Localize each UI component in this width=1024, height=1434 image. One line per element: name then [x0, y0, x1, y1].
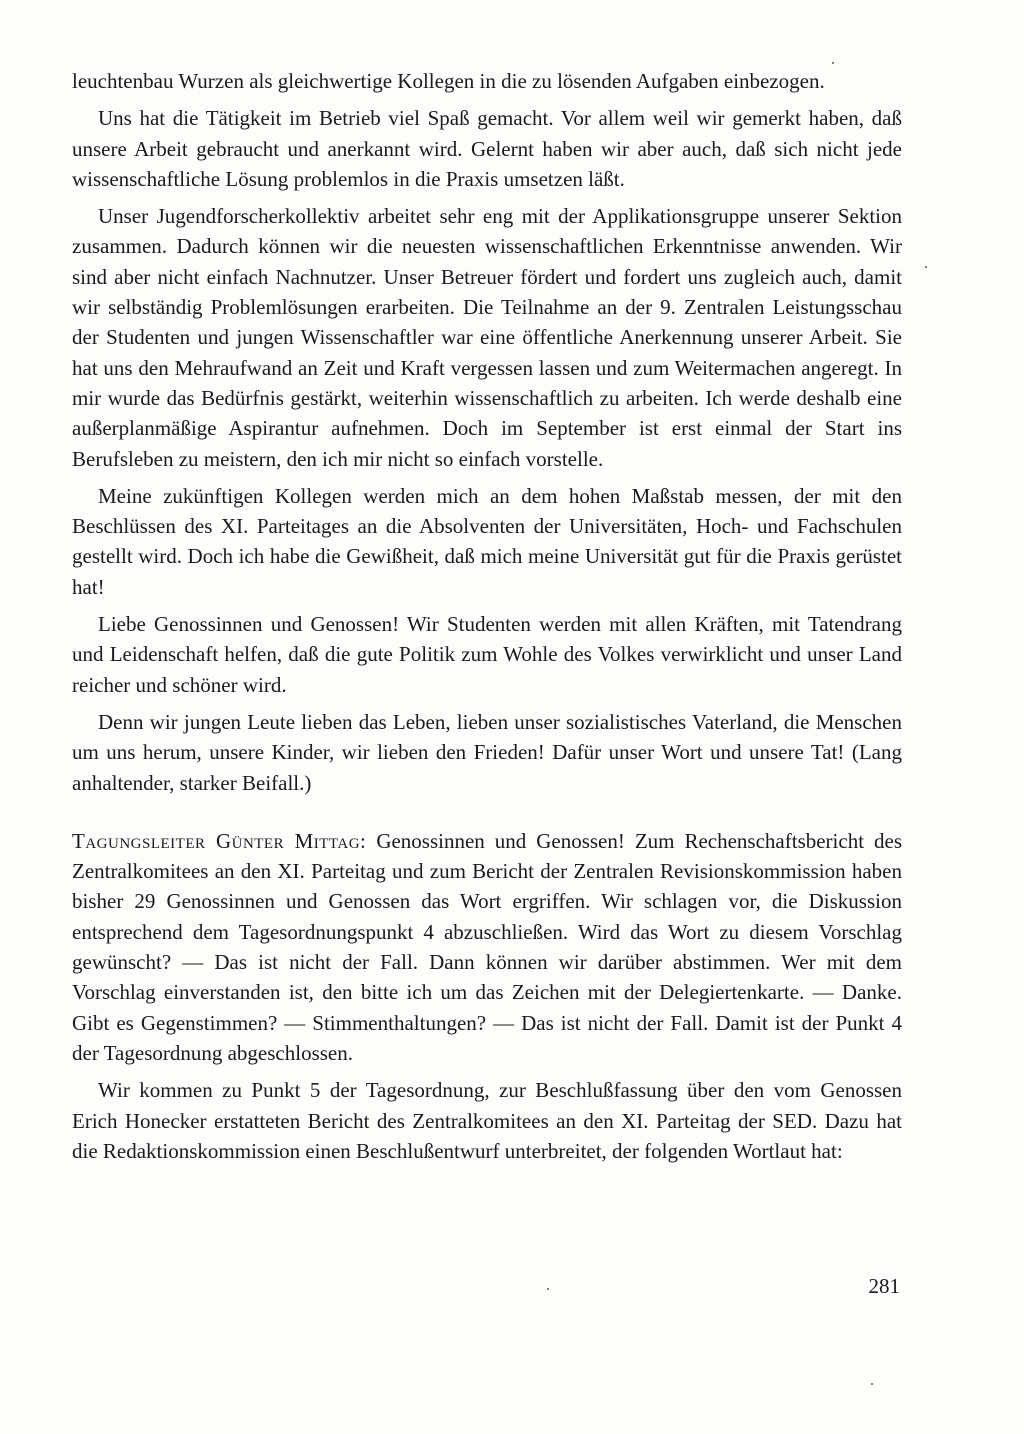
- scan-speck: [925, 266, 927, 268]
- paragraph-2: Uns hat die Tätigkeit im Betrieb viel Spaß gemacht. Vor allem weil wir gemerkt haben, daß unsere Arbeit gebraucht und anerkannt wird. Gelernt haben wir aber auch, daß sich nicht jede wissenschaftliche Lösung problemlos in die Praxis umsetzen läßt.: [72, 106, 902, 191]
- speech-text: Genossinnen und Genossen! Zum Rechenschaftsbericht des Zentralkomitees an den XI. Parteitag und zum Bericht der Zentralen Revisionskommission haben bisher 29 Genossinnen und Genossen das Wort ergriffen. Wir schlagen vor, die Diskussion entsprechend dem Tagesordnungspunkt 4 abzuschließen. Wird das Wort zu diesem Vorschlag gewünscht? — Das ist nicht der Fall. Dann können wir darüber abstimmen. Wer mit dem Vorschlag einverstanden ist, den bitte ich um das Zeichen mit der Delegiertenkarte. — Danke. Gibt es Gegenstimmen? — Stimmenthaltungen? — Das ist nicht der Fall. Damit ist der Punkt 4 der Tagesordnung abgeschlossen.: [72, 828, 902, 1065]
- speech-paragraph: [72, 826, 902, 1068]
- scan-speck: [832, 62, 834, 64]
- scan-speck: [871, 1383, 873, 1385]
- paragraph-4: Meine zukünftigen Kollegen werden mich an dem hohen Maßstab messen, der mit den Beschlüssen des XI. Parteitages an die Absolventen der Universitäten, Hoch- und Fachschulen gestellt wird. Doch ich habe die Gewißheit, daß mich meine Universität gut für die Praxis gerüstet hat!: [72, 483, 902, 599]
- paragraph-3: Unser Jugendforscherkollektiv arbeitet sehr eng mit der Applikationsgruppe unserer Sektion zusammen. Dadurch können wir die neuesten wissenschaftlichen Erkenntnisse anwenden. Wir sind aber nicht einfach Nachnutzer. Unser Betreuer fördert und fordert uns zugleich auch, damit wir selbständig Problemlösungen erarbeiten. Die Teilnahme an der 9. Zentralen Leistungsschau der Studenten und jungen Wissenschaftler war eine öffentliche Anerkennung unserer Arbeit. Sie hat uns den Mehraufwand an Zeit und Kraft vergessen lassen und zum Weitermachen angeregt. In mir wurde das Bedürfnis gestärkt, weiterhin wissenschaftlich zu arbeiten. Ich werde deshalb eine außerplanmäßige Aspirantur aufnehmen. Doch im September ist erst einmal der Start ins Berufsleben zu meistern, den ich mir nicht so einfach vorstelle.: [72, 204, 902, 471]
- page-body: [72, 66, 902, 1173]
- speaker-name: Tagungsleiter Günter Mittag:: [72, 828, 367, 853]
- closing-paragraph: Wir kommen zu Punkt 5 der Tagesordnung, zur Beschlußfassung über den vom Genossen Erich Honecker erstatteten Bericht des Zentralkomitees an den XI. Parteitag der SED. Dazu hat die Redaktionskommission einen Beschlußentwurf unterbreitet, der folgenden Wortlaut hat:: [72, 1078, 902, 1163]
- scan-speck: [547, 1288, 549, 1290]
- paragraph-1: leuchtenbau Wurzen als gleichwertige Kollegen in die zu lösenden Aufgaben einbezogen.: [72, 69, 825, 93]
- paragraph-5: Liebe Genossinnen und Genossen! Wir Studenten werden mit allen Kräften, mit Tatendrang und Leidenschaft helfen, daß die gute Politik zum Wohle des Volkes verwirklicht und unser Land reicher und schöner wird.: [72, 612, 902, 697]
- paragraph-6: Denn wir jungen Leute lieben das Leben, lieben unser sozialistisches Vaterland, die Menschen um uns herum, unsere Kinder, wir lieben den Frieden! Dafür unser Wort und unsere Tat! (Lang anhaltender, starker Beifall.): [72, 709, 902, 795]
- page-number: 281: [868, 1274, 900, 1298]
